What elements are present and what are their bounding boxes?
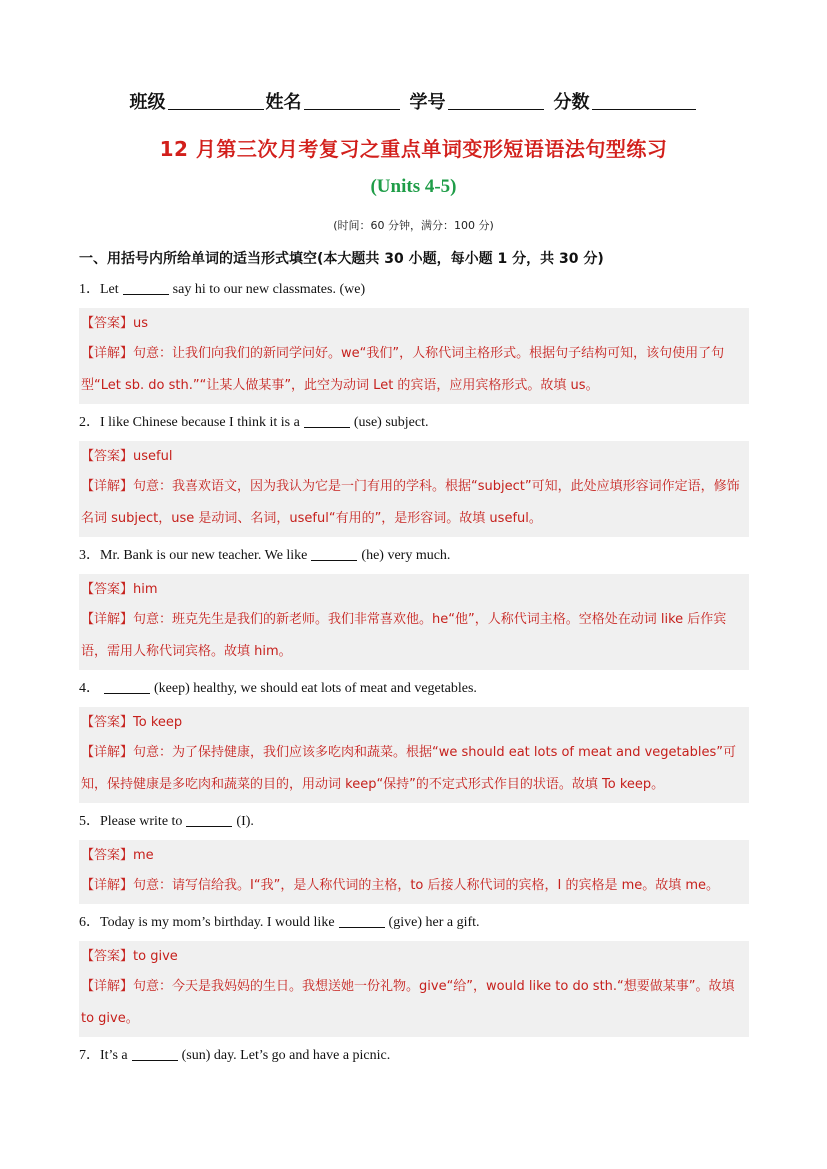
detail-tag: 【详解】 [81, 479, 134, 494]
detail-line [81, 971, 745, 1035]
question-item [79, 277, 749, 304]
question-item [79, 543, 749, 570]
fill-blank [311, 546, 357, 561]
detail-line [81, 338, 745, 402]
score-label: 分数 [553, 92, 590, 113]
question-text-after: (sun) day. Let’s go and have a picnic. [181, 1048, 391, 1063]
answer-tag: 【答案】 [81, 449, 134, 464]
detail-tag: 【详解】 [81, 745, 134, 760]
answer-box [79, 441, 749, 537]
question-item [79, 809, 749, 836]
question-text-after: say hi to our new classmates. (we) [172, 282, 366, 297]
question-text-before: 6．Today is my mom’s birthday. I would like [79, 915, 335, 930]
time-note: (时间：60 分钟，满分：100 分) [333, 219, 494, 232]
question-item [79, 1043, 749, 1070]
question-text-before: 5．Please write to [79, 814, 183, 829]
question-text-before: 7．It’s a [79, 1048, 128, 1063]
answer-value: To keep [133, 715, 183, 730]
answer-box [79, 840, 749, 904]
question-list [79, 277, 749, 1070]
question-text-before: 2．I like Chinese because I think it is a [79, 415, 300, 430]
detail-tag: 【详解】 [81, 979, 134, 994]
section-heading: 一、用括号内所给单词的适当形式填空(本大题共 30 小题，每小题 1 分，共 30 分) [79, 251, 604, 267]
student-number-blank [448, 91, 544, 110]
detail-text: 句意：我喜欢语文，因为我认为它是一门有用的学科。根据“subject”可知，此处应填形容词作定语，修饰名词 subject，use 是动词、名词，useful“有用的”，是形容词。故填 useful。 [81, 479, 740, 526]
answer-box [79, 707, 749, 803]
question-text-after: (give) her a gift. [388, 915, 480, 930]
question-item [79, 910, 749, 937]
detail-text: 句意：为了保持健康，我们应该多吃肉和蔬菜。根据“we should eat lots of meat and vegetables”可知，保持健康是多吃肉和蔬菜的目的，用动词 keep“保持”的不定式形式作目的状语。故填 To keep。 [81, 745, 736, 792]
fill-blank [186, 812, 232, 827]
question-text-before: 3．Mr. Bank is our new teacher. We like [79, 548, 308, 563]
class-blank [168, 91, 264, 110]
answer-value: us [133, 316, 149, 331]
student-number-label: 学号 [409, 92, 446, 113]
answer-tag: 【答案】 [81, 949, 134, 964]
document-title: 12 月第三次月考复习之重点单词变形短语语法句型练习 [159, 137, 668, 161]
answer-box [79, 574, 749, 670]
question-item [79, 676, 749, 703]
student-info-line [0, 88, 827, 114]
fill-blank [132, 1046, 178, 1061]
question-text-before: 4． [79, 681, 100, 696]
question-text-before: 1．Let [79, 282, 119, 297]
answer-line [81, 310, 745, 338]
question-item [79, 410, 749, 437]
detail-line [81, 737, 745, 801]
document-subtitle: (Units 4-5) [370, 176, 457, 197]
question-text-after: (keep) healthy, we should eat lots of meat and vegetables. [154, 681, 477, 696]
detail-tag: 【详解】 [81, 612, 134, 627]
answer-line [81, 709, 745, 737]
answer-box [79, 941, 749, 1037]
answer-tag: 【答案】 [81, 582, 134, 597]
answer-tag: 【答案】 [81, 316, 134, 331]
name-label: 姓名 [265, 92, 302, 113]
question-text-after: (he) very much. [361, 548, 451, 563]
name-blank [304, 91, 400, 110]
answer-tag: 【答案】 [81, 848, 134, 863]
detail-line [81, 604, 745, 668]
answer-tag: 【答案】 [81, 715, 134, 730]
question-text-after: (use) subject. [353, 415, 429, 430]
answer-value: useful [133, 449, 173, 464]
score-blank [592, 91, 696, 110]
answer-box [79, 308, 749, 404]
detail-tag: 【详解】 [81, 346, 134, 361]
answer-value: him [133, 582, 158, 597]
detail-line [81, 471, 745, 535]
detail-line [81, 870, 745, 902]
detail-text: 句意：请写信给我。I“我”，是人称代词的主格，to 后接人称代词的宾格，I 的宾格是 me。故填 me。 [133, 878, 720, 893]
answer-line [81, 943, 745, 971]
answer-line [81, 842, 745, 870]
answer-value: me [133, 848, 154, 863]
answer-line [81, 443, 745, 471]
answer-line [81, 576, 745, 604]
detail-text: 句意：让我们向我们的新同学问好。we“我们”，人称代词主格形式。根据句子结构可知，该句使用了句型“Let sb. do sth.”“让某人做某事”，此空为动词 Let 的宾语，应用宾格形式。故填 us。 [81, 346, 725, 393]
fill-blank [339, 913, 385, 928]
question-text-after: (I). [236, 814, 254, 829]
fill-blank [304, 413, 350, 428]
fill-blank [104, 679, 150, 694]
detail-text: 句意：今天是我妈妈的生日。我想送她一份礼物。give“给”，would like to do sth.“想要做某事”。故填 to give。 [81, 979, 735, 1026]
detail-tag: 【详解】 [81, 878, 134, 893]
answer-value: to give [133, 949, 178, 964]
fill-blank [123, 280, 169, 295]
detail-text: 句意：班克先生是我们的新老师。我们非常喜欢他。he“他”，人称代词主格。空格处在动词 like 后作宾语，需用人称代词宾格。故填 him。 [81, 612, 727, 659]
class-label: 班级 [129, 92, 166, 113]
